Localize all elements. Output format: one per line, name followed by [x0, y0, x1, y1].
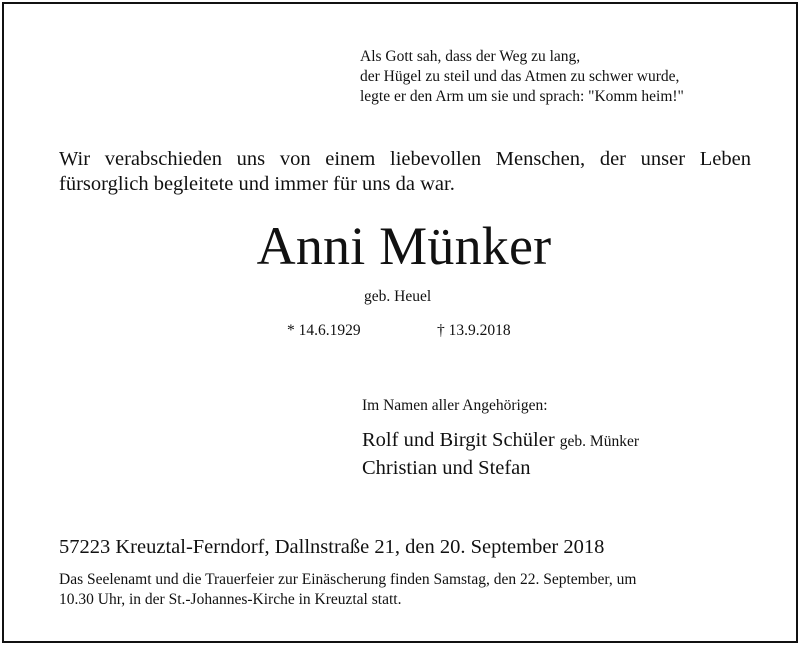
mourner-line: Christian und Stefan: [362, 457, 531, 479]
mourner-maiden-name: geb. Münker: [559, 433, 639, 450]
deceased-name: Anni Münker: [256, 216, 552, 276]
service-line: 10.30 Uhr, in der St.-Johannes-Kirche in Kreuztal statt.: [59, 591, 402, 608]
mourner-names: Rolf und Birgit Schüler: [362, 429, 555, 451]
maiden-name: geb. Heuel: [364, 288, 432, 305]
poem-line: legte er den Arm um sie und sprach: "Komm heim!": [360, 88, 684, 105]
obituary-frame: [2, 2, 798, 643]
place-and-date: 57223 Kreuztal-Ferndorf, Dallnstraße 21, den 20. September 2018: [59, 536, 605, 558]
poem-verse: [360, 47, 684, 107]
intro-line: fürsorglich begleitete und immer für uns da war.: [59, 173, 455, 195]
service-notice: [59, 570, 759, 610]
mourners-list: [362, 427, 639, 481]
intro-paragraph: [59, 147, 751, 197]
poem-line: Als Gott sah, dass der Weg zu lang,: [360, 48, 581, 65]
intro-line: Wir verabschieden uns von einem liebevollen Menschen, der unser Leben: [59, 148, 751, 170]
poem-line: der Hügel zu steil und das Atmen zu schwer wurde,: [360, 68, 680, 85]
death-date: † 13.9.2018: [437, 322, 511, 339]
on-behalf-label: Im Namen aller Angehörigen:: [362, 397, 548, 414]
mourner-line: [362, 427, 639, 455]
service-line: Das Seelenamt und die Trauerfeier zur Einäscherung finden Samstag, den 22. September, um: [59, 571, 637, 588]
birth-date: * 14.6.1929: [287, 322, 361, 339]
